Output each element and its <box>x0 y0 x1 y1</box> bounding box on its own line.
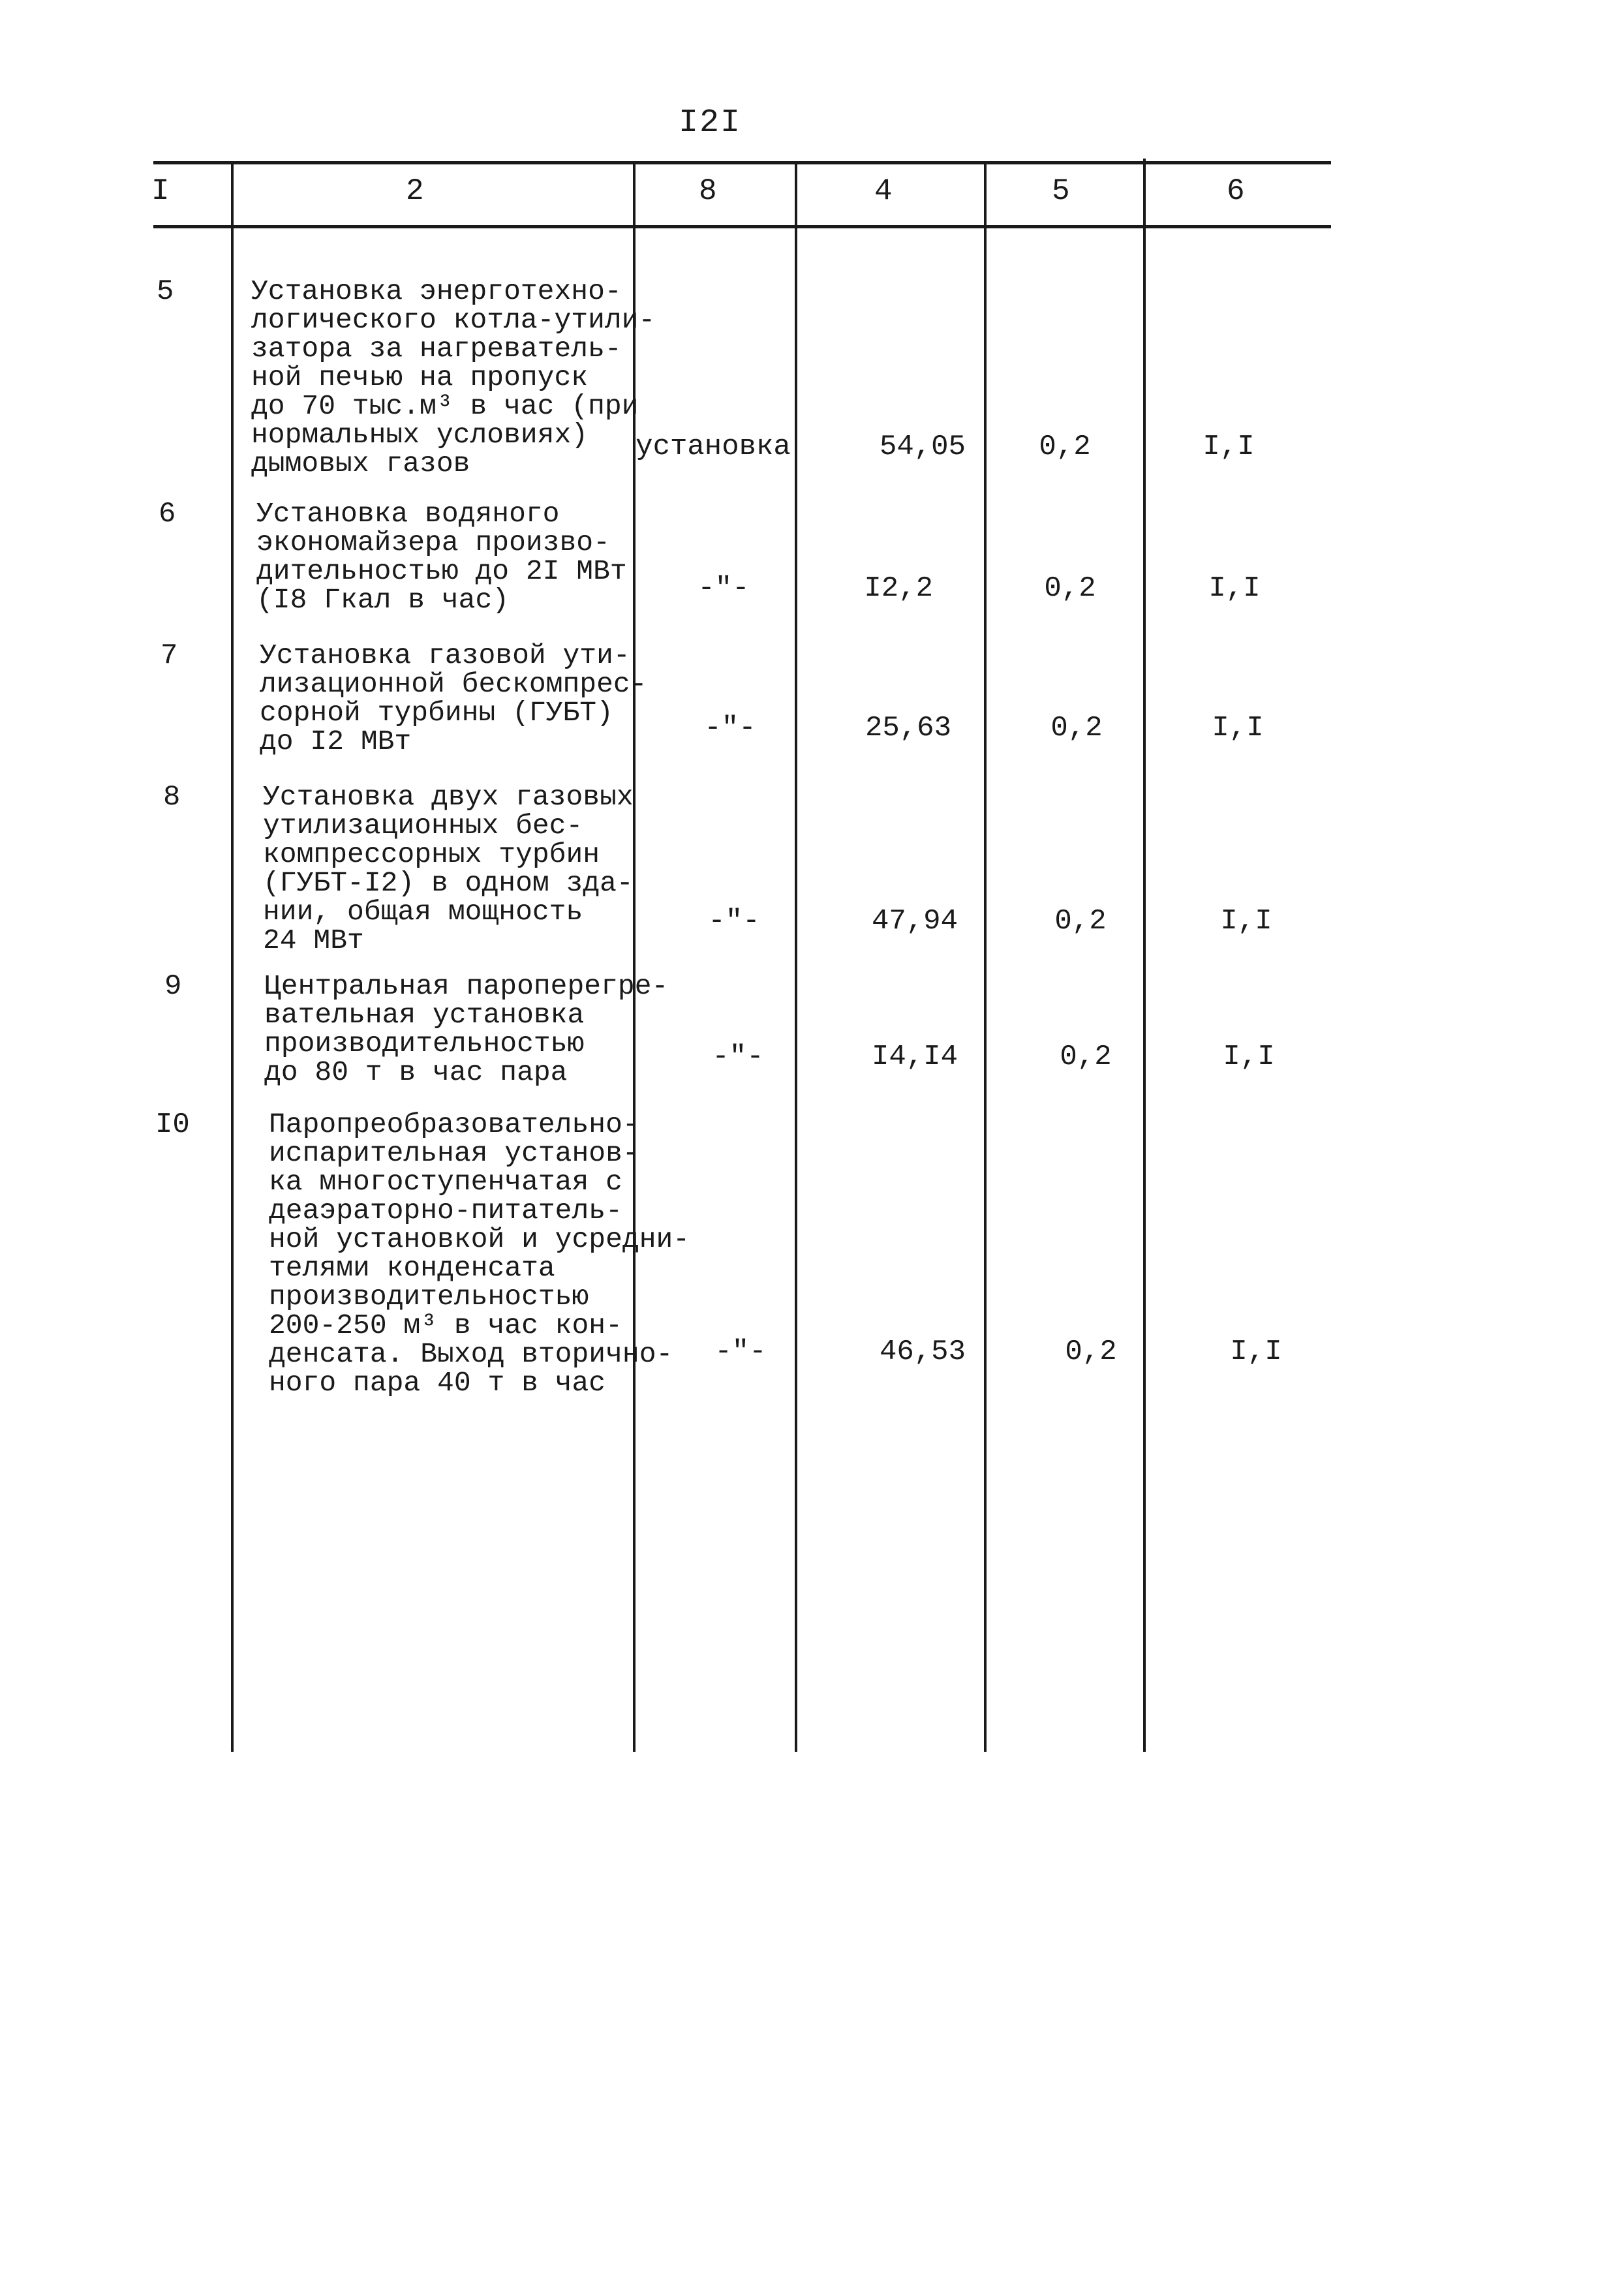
row-value-col6: I,I <box>1223 1041 1275 1073</box>
row-value-col6: I,I <box>1212 712 1264 744</box>
row-number: 8 <box>163 781 181 814</box>
row-unit: -"- <box>708 905 760 938</box>
row-number: 6 <box>159 498 176 530</box>
column-header-6: 6 <box>1227 174 1245 208</box>
row-value-col4: 47,94 <box>871 905 958 938</box>
row-value-col5: 0,2 <box>1065 1336 1117 1368</box>
row-unit: -"- <box>714 1336 767 1368</box>
row-description: Центральная пароперегре- вательная установка производительностью до 80 т в час пара <box>264 970 669 1088</box>
column-header-4: 4 <box>874 174 893 208</box>
table-header-rule <box>153 225 1331 228</box>
row-description: Установка двух газовых утилизационных бес- компрессорных турбин (ГУБТ-I2) в одном зда- нии, общая мощность 24 МВт <box>263 781 634 956</box>
column-header-1: I <box>151 174 170 208</box>
row-value-col5: 0,2 <box>1050 712 1103 744</box>
column-header-2: 2 <box>406 174 424 208</box>
row-value-col4: 46,53 <box>879 1336 966 1368</box>
row-value-col4: I2,2 <box>864 572 933 605</box>
row-value-col5: 0,2 <box>1054 905 1107 938</box>
row-unit: -"- <box>712 1041 764 1073</box>
row-unit: -"- <box>697 572 750 605</box>
row-description: Установка энерготехно- логического котла-утили- затора за нагреватель- ной печью на пропуск до 70 тыс.м³ в час (при нормальных условиях) дымовых газов <box>251 275 656 480</box>
page-number: I2I <box>679 104 742 142</box>
row-value-col4: 54,05 <box>879 431 966 463</box>
row-value-col6: I,I <box>1230 1336 1282 1368</box>
row-description: Установка водяного экономайзера произво- дительностью до 2I МВт (I8 Гкал в час) <box>256 498 627 616</box>
row-number: I0 <box>155 1108 190 1141</box>
row-value-col5: 0,2 <box>1044 572 1096 605</box>
row-number: 9 <box>164 970 182 1003</box>
row-number: 5 <box>157 275 174 308</box>
row-description: Установка газовой ути- лизационной бескомпрес- сорной турбины (ГУБТ) до I2 МВт <box>260 639 647 757</box>
row-value-col6: I,I <box>1220 905 1272 938</box>
column-divider-3 <box>795 163 797 1752</box>
row-value-col4: I4,I4 <box>871 1041 958 1073</box>
column-divider-1 <box>231 163 234 1752</box>
row-description: Паропреобразовательно- испарительная установ- ка многоступенчатая с деаэраторно-питатель- ной установкой и усредни- телями конденсата производительностью 200-250 м³ в час кон- денсата. Выход вторично- ного пара 40 т в час <box>269 1108 690 1399</box>
row-value-col6: I,I <box>1208 572 1261 605</box>
table-top-rule <box>153 161 1331 164</box>
column-header-5: 5 <box>1052 174 1070 208</box>
column-header-3: 8 <box>699 174 717 208</box>
row-number: 7 <box>161 639 178 672</box>
row-unit: -"- <box>704 712 756 744</box>
row-value-col5: 0,2 <box>1060 1041 1112 1073</box>
row-value-col5: 0,2 <box>1039 431 1091 463</box>
row-value-col4: 25,63 <box>865 712 951 744</box>
row-unit: установка <box>636 431 791 463</box>
row-value-col6: I,I <box>1203 431 1255 463</box>
column-divider-5 <box>1143 159 1146 1752</box>
column-divider-4 <box>984 163 987 1752</box>
